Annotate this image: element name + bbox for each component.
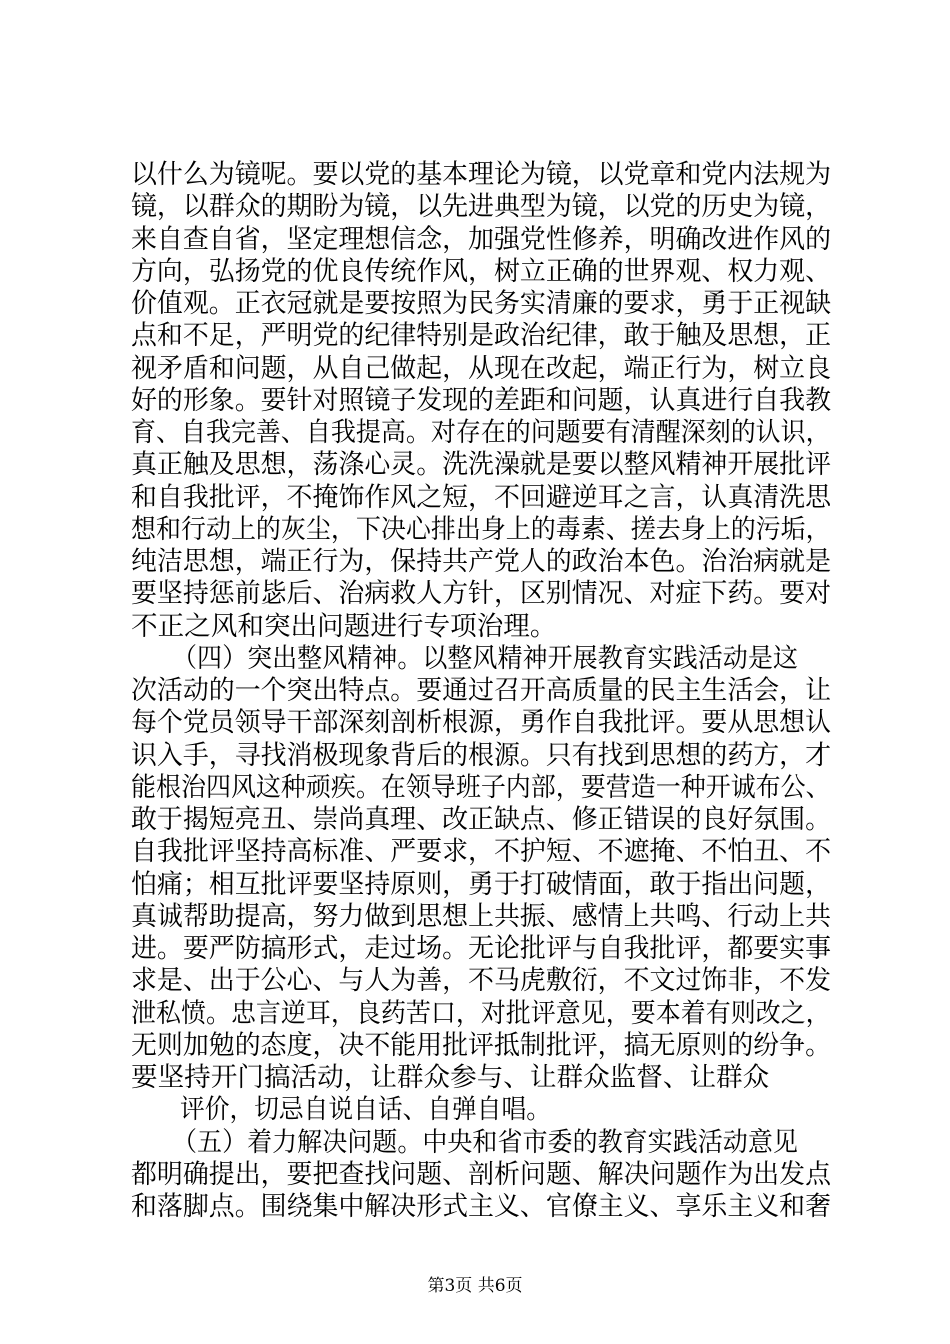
text-line: 每个党员领导干部深刻剖析根源，勇作自我批评。要从思想认 bbox=[131, 707, 832, 739]
text-line: 都明确提出，要把查找问题、剖析问题、解决问题作为出发点 bbox=[131, 1158, 832, 1190]
text-line: 敢于揭短亮丑、崇尚真理、改正缺点、修正错误的良好氛围。 bbox=[131, 804, 832, 835]
text-line: 次活动的一个突出特点。要通过召开高质量的民主生活会，让 bbox=[131, 675, 832, 706]
text-line: 以什么为镜呢。要以党的基本理论为镜，以党章和党内法规为 bbox=[131, 159, 832, 190]
text-line: 好的形象。要针对照镜子发现的差距和问题，认真进行自我教 bbox=[131, 384, 832, 416]
text-line: 自我批评坚持高标准、严要求，不护短、不遮掩、不怕丑、不 bbox=[131, 836, 832, 868]
text-line: 方向，弘扬党的优良传统作风，树立正确的世界观、权力观、 bbox=[131, 255, 832, 287]
text-line: 泄私愤。忠言逆耳，良药苦口，对批评意见，要本着有则改之， bbox=[131, 997, 831, 1029]
text-line: 视矛盾和问题，从自己做起，从现在改起，端正行为，树立良 bbox=[131, 352, 832, 384]
text-line: 纯洁思想，端正行为，保持共产党人的政治本色。治治病就是 bbox=[131, 546, 832, 577]
text-line: 不正之风和突出问题进行专项治理。 bbox=[131, 610, 557, 642]
text-line: 价值观。正衣冠就是要按照为民务实清廉的要求，勇于正视缺 bbox=[131, 288, 832, 319]
text-line: 育、自我完善、自我提高。对存在的问题要有清醒深刻的认识， bbox=[131, 417, 831, 448]
text-line: 和落脚点。围绕集中解决形式主义、官僚主义、享乐主义和奢 bbox=[131, 1191, 832, 1222]
text-line: 想和行动上的灰尘，下决心排出身上的毒素、搓去身上的污垢， bbox=[131, 513, 831, 545]
text-line: 镜，以群众的期盼为镜，以先进典型为镜，以党的历史为镜， bbox=[131, 191, 832, 223]
text-line: 要坚持惩前毖后、治病救人方针，区别情况、对症下药。要对 bbox=[131, 578, 832, 610]
text-line: 评价，切忌自说自话、自弹自唱。 bbox=[180, 1094, 551, 1126]
text-line: 识入手，寻找消极现象背后的根源。只有找到思想的药方，才 bbox=[131, 739, 832, 771]
text-line: （五）着力解决问题。中央和省市委的教育实践活动意见 bbox=[172, 1126, 798, 1158]
text-line: 要坚持开门搞活动，让群众参与、让群众监督、让群众 bbox=[131, 1062, 770, 1093]
text-line: 和自我批评，不掩饰作风之短，不回避逆耳之言，认真清洗思 bbox=[131, 481, 832, 513]
text-line: 怕痛；相互批评要坚持原则，勇于打破情面，敢于指出问题， bbox=[131, 868, 832, 900]
text-line: （四）突出整风精神。以整风精神开展教育实践活动是这 bbox=[172, 642, 798, 674]
text-line: 进。要严防搞形式，走过场。无论批评与自我批评，都要实事 bbox=[131, 933, 832, 964]
text-line: 真诚帮助提高，努力做到思想上共振、感情上共鸣、行动上共 bbox=[131, 900, 832, 932]
text-line: 点和不足，严明党的纪律特别是政治纪律，敢于触及思想，正 bbox=[131, 320, 832, 352]
page-footer: 第3页 共6页 bbox=[427, 1276, 523, 1296]
text-line: 能根治四风这种顽疾。在领导班子内部，要营造一种开诚布公、 bbox=[131, 771, 831, 803]
text-line: 求是、出于公心、与人为善，不马虎敷衍，不文过饰非，不发 bbox=[131, 965, 832, 997]
text-line: 来自查自省，坚定理想信念，加强党性修养，明确改进作风的 bbox=[131, 223, 832, 255]
text-line: 无则加勉的态度，决不能用批评抵制批评，搞无原则的纷争。 bbox=[131, 1029, 832, 1061]
text-line: 真正触及思想，荡涤心灵。洗洗澡就是要以整风精神开展批评 bbox=[131, 449, 832, 481]
